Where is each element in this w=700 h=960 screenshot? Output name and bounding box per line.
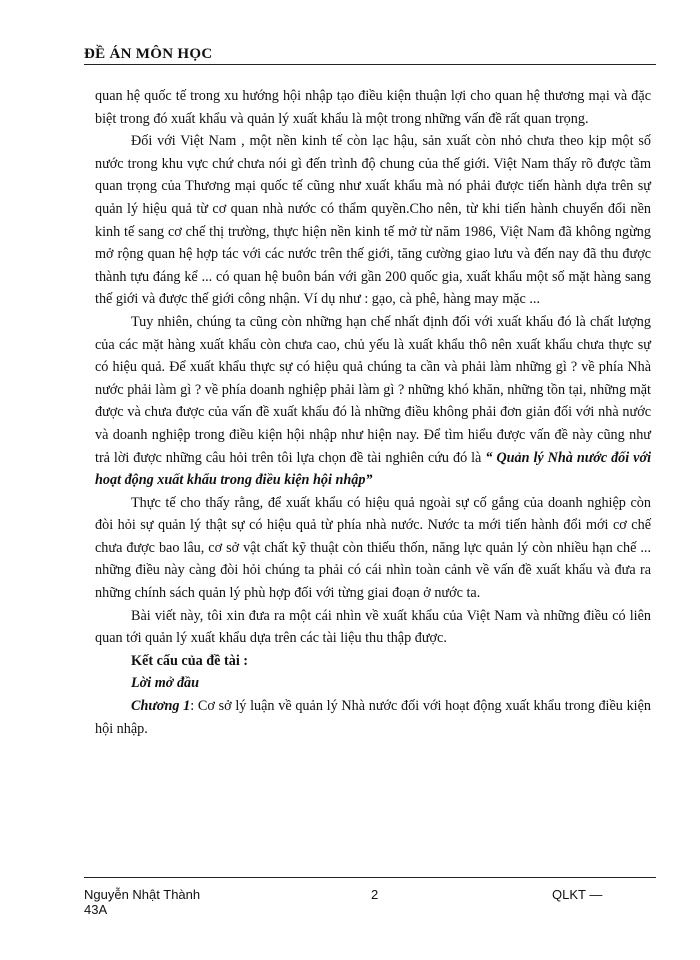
paragraph-1: Đối với Việt Nam , một nền kinh tế còn lạc hậu, sản xuất còn nhỏ chưa theo kịp một số nước trong khu vực chứ chưa nói gì đến trình độ chung của thế giới. Việt Nam thấy rõ được tầm quan trọng của Thương mại quốc tế cũng như xuất khẩu mà nó phải được tiến hành dựa trên sự quản lý hiệu quả từ cơ quan nhà nước có thẩm quyền.Cho nên, từ khi tiến hành chuyển đổi nền kinh tế sang cơ chế thị trường, thực hiện nền kinh tế mở từ năm 1986, Việt Nam đã không ngừng mở rộng quan hệ hợp tác với các nước trên thế giới, tăng cường giao lưu và đến nay đã thu được thành tựu đáng kể ... có quan hệ buôn bán với gần 200 quốc gia, xuất khẩu một số mặt hàng sang thế giới và được thế giới công nhận. Ví dụ như : gạo, cà phê, hàng may mặc ...	[95, 133, 651, 308]
intro-label: Lời mở đầu	[131, 675, 200, 692]
page-header	[84, 40, 656, 65]
chapter-1-text: : Cơ sở lý luận về quản lý Nhà nước đối với hoạt động xuất khẩu trong điều kiện hội nhập.	[95, 698, 652, 737]
body-text	[95, 85, 651, 740]
structure-heading: Kết cấu của đề tài :	[131, 652, 249, 669]
paragraph-3: Thực tế cho thấy rằng, để xuất khẩu có hiệu quả ngoài sự cố gắng của doanh nghiệp còn đòi hỏi sự quản lý thật sự có hiệu quả từ phía nhà nước. Nước ta mới tiến hành đổi mới cơ chế chưa được bao lâu, cơ sở vật chất kỹ thuật còn thiếu thốn, năng lực quản lý còn nhiều hạn chế ... những điều này càng đòi hỏi chúng ta phải có cái nhìn toàn cảnh về vấn đề xuất khẩu và đưa ra những chính sách quản lý phù hợp đối với từng giai đoạn ở nước ta.	[95, 494, 651, 602]
chapter-1-label: Chương 1	[131, 698, 191, 715]
paragraph-2	[95, 311, 651, 492]
footer-page-number: 2	[371, 887, 379, 902]
footer-class-code: QLKT —	[552, 887, 603, 902]
paragraph-4: Bài viết này, tôi xin đưa ra một cái nhìn về xuất khẩu của Việt Nam và những điều có liên quan tới quản lý xuất khẩu dựa trên các tài liệu thu thập được.	[95, 607, 651, 647]
footer-author: Nguyễn Nhật Thành 43A	[84, 887, 201, 917]
thesis-title-quote: “ Quản lý Nhà nước đối với hoạt động xuất khẩu trong điều kiện hội nhập”	[95, 449, 652, 489]
header-title: ĐỀ ÁN MÔN HỌC	[84, 46, 213, 62]
chapter-1-item	[95, 695, 651, 740]
footer-divider	[84, 877, 656, 878]
paragraph-2-text: Tuy nhiên, chúng ta cũng còn những hạn chế nhất định đối với xuất khẩu đó là chất lượng của các mặt hàng xuất khẩu còn chưa cao, chủ yếu là xuất khẩu thô nên xuất khẩu chưa thực sự có hiệu quả. Để xuất khẩu thực sự có hiệu quả chúng ta cần và phải làm những gì ? về phía Nhà nước phải làm gì ? về phía doanh nghiệp phải làm gì ? những khó khăn, những tồn tại, những mặt được và chưa được của vấn đề xuất khẩu đó là những điều không phải đơn giản đối với nhà nước và doanh nghiệp trong điều kiện hội nhập như hiện nay. Để tìm hiểu được vấn đề này cũng như trả lời được những câu hỏi trên tôi lựa chọn đề tài nghiên cứu đó là	[95, 313, 651, 466]
paragraph-0: quan hệ quốc tế trong xu hướng hội nhập tạo điều kiện thuận lợi cho quan hệ thương mại và đặc biệt trong đó xuất khẩu và quản lý xuất khẩu là một trong những vấn đề rất quan trọng.	[95, 88, 651, 127]
